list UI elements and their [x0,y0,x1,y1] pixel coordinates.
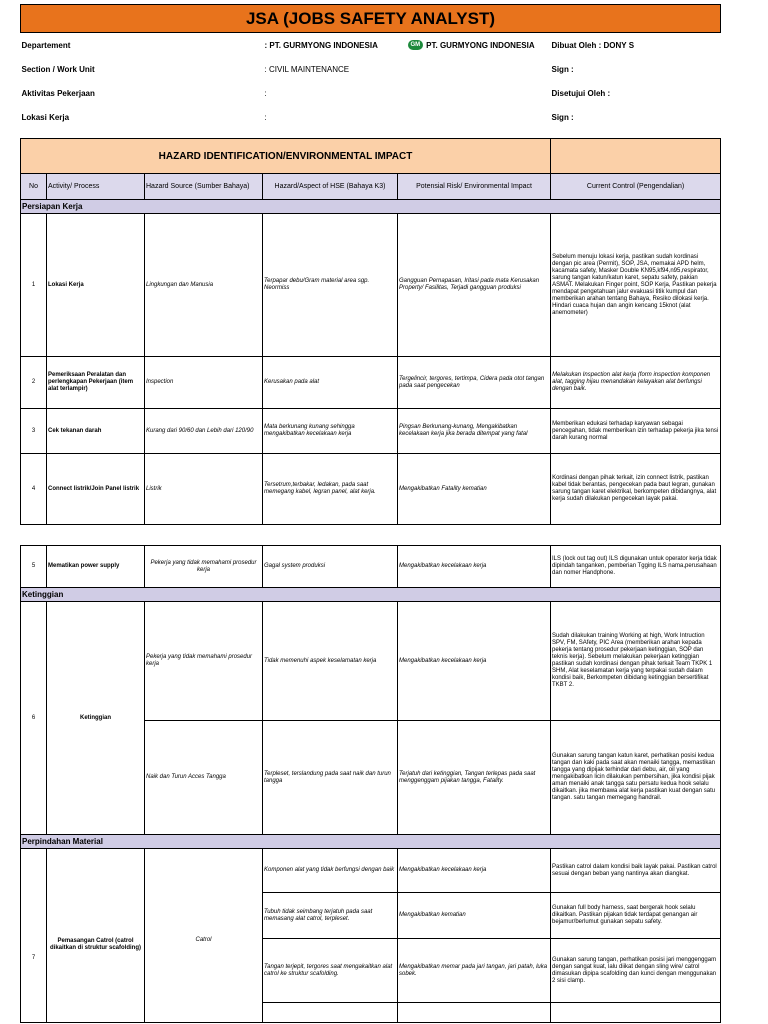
table-row: 5 Mematikan power supply Pekerja yang tidak memahami prosedur kerja Gagal system produksi Mengakibatkan kecelakaan kerja ILS (lock out tag out) ILS digunakan untuk operator kerja tidak dipindah tanganken, pemberian Tgging ILS nama,perusahaan dan nomer Handphone. [21,546,721,588]
col-current-control: Current Control (Pengendalian) [551,174,721,200]
activity-value: : [264,88,267,98]
header-table [20,4,721,129]
table-row: Naik dan Turun Acces Tangga Terpleset, terslandung pada saat naik dan turun tangga Terjatuh dari ketinggian, Tangan terlepas pada saat menggenggam pijakan tangga, Fatality. Gunakan sarung tangan katun karet, perhatikan posisi kedua tangan dan kaki pada saat akan menaiki tangga, memastikan tangga yang dipijak terhindar dari debu, air, oil yang mengakibatkan licin dilakukan pembersihan, jika kondisi pijak aman menaiki anak tangga satu persatu kedua hook selalu dikaitkan. jika membawa alat kerja pastikan kuat dengan satu tangan. satu tangan memegang handrail. [21,721,721,835]
hazard-table-part-1 [20,138,721,525]
table-row: Tangan terjepit, tergores saat mengakaitkan alat catrol ke struktur scafolding. Mengakibatkan memar pada jari tangan, jari patah, luka sobek. Gunakan sarung tangan, perhatikan posisi jari menggenggam dengan sangat kuat, lalu diikat dengan sling wire/ catrol dimasukan dipipa scafolding dan kunci dengan menggunakan 2 sisi clamp. [21,939,721,1003]
activity-label: Aktivitas Pekerjaan [21,88,95,98]
company-logo [407,33,551,58]
col-no: No [21,174,47,200]
department-label: Departement [21,40,71,50]
table-row: 6 Ketinggian Pekerja yang tidak memahami prosedur kerja Tidak memenuhi aspek keselamatan kerja Mengakibatkan kecelakaan kerja Sudah dilakukan training Working at high, Work Intruction SPV, FM, SAfety, PIC Area (memberikan arahan kepada pekerja tentang prosedur pekerjaan ketinggian, SOP dan teknis kerja). Sebelum melakukan pekerjaan ketinggian pastikan sudah kordinasi dengan pihak terkait Team TKPK 1 SHM, Alat keselamatan kerja yang terpakai sudah dalam kondisi baik, Berkompeten dibidang ketinggian bersertifikat TKBT 2. [21,602,721,721]
section-value: : CIVIL MAINTENANCE [264,64,350,74]
table-row: 1 Lokasi Kerja Lingkungan dan Manusia Terpapar debu/Gram material area sgp. Neormiss Gangguan Pernapasan, Iritasi pada mata Kerusakan Property/ Fasilitas, Terjadi gangguan produksi Sebelum menuju lokasi kerja, pastikan sudah kordinasi dengan pic area (Permit), SOP, JSA, memakai APD helm, kacamata safety, Masker Double KN95,kf94,n95,respirator, sarung tangan katun/katun karet, sepatu safety, pakian ASMAT. Melakukan Finger point, SOP Kerja, Pastikan pekerja mendapat pengetahuan jalur evakuasi titik kumpul dan memberikan arahan tentang Bahaya, Resiko dilokasi kerja. Hindari cuaca hujan dan angin kencang 15knot (alat anemometer) [21,214,721,357]
logo-text: PT. GURMYONG INDONESIA [426,40,535,50]
section-perpindahan-material: Perpindahan Material [21,835,721,849]
col-potential-risk: Potensial Risk/ Environmental Impact [398,174,551,200]
made-by: Dibuat Oleh : DONY S [551,40,635,50]
sign-field-2: Sign : [551,112,574,122]
hazard-table-part-2 [20,545,721,1023]
col-hazard-source: Hazard Source (Sumber Bahaya) [145,174,263,200]
gm-logo-icon: GM [408,40,424,50]
document-title: JSA (JOBS SAFETY ANALYST) [21,5,721,33]
table-row: 2 Pemeriksaan Peralatan dan perlengkapan Pekerjaan (item alat terlampir) Inspection Kerusakan pada alat Tergelincir, tergores, tertimpa, Cidera pada otot tangan pada saat pengecekan Melakukan Inspection alat kerja (form inspection komponen alat, tagging hijau menandakan kelayakan alat berfungsi dengan baik. [21,357,721,409]
location-value: : [264,112,267,122]
hazard-identification-header: HAZARD IDENTIFICATION/ENVIRONMENTAL IMPACT [21,139,551,174]
department-value: : PT. GURMYONG INDONESIA [264,40,378,50]
sign-field-1: Sign : [551,64,574,74]
table-row: 3 Cek tekanan darah Kurang dari 90/60 dan Lebih dari 120/90 Mata berkunang kunang sehingga mengakibatkan kecelakaan kerja Pingsan Berkunang-kunang, Mengakibatkan kecelakaan kerja jika berada ditempat yang fatal Memberikan edukasi terhadap karyawan sebagai pencegahan, tidak memberikan izin terhadap pekerja jika tensi darah kurang normal [21,409,721,454]
column-header-row [21,174,721,200]
table-row: 7 Pemasangan Catrol (catrol dikaitkan di struktur scafolding) Catrol Komponen alat yang tidak berfungsi dengan baik Mengakibatkan kecelakaan kerja Pastikan catrol dalam kondisi baik layak pakai. Pastikan catrol sesuai dengan beban yang nantinya akan diangkat. [21,849,721,893]
section-ketinggian: Ketinggian [21,588,721,602]
col-hazard-aspect: Hazard/Aspect of HSE (Bahaya K3) [263,174,398,200]
section-persiapan-kerja: Persiapan Kerja [21,200,721,214]
table-row: 4 Connect listrik/Join Panel listrik Listrik Tersetrum,terbakar, ledakan, pada saat memegang kabel, legran panel, alat kerja. Mengakibatkan Fatality kematian Kordinasi dengan pihak terkait, izin connect listrik, pastikan kabel tidak berantas, pengecekan pada baut legran, gunakan sarung tangan karet elektrikal, berkompeten dibidangnya, alat kerja sudah dilakukan pengecekan layak pakai. [21,454,721,525]
location-label: Lokasi Kerja [21,112,70,122]
table-row: Tubuh tidak seimbang terjatuh pada saat memasang alat catrol, terpleset. Mengakibatkan kematian Gunakan full body harness, saat bergerak hook selalu dikaitkan. Pastikan pijakan tidak terdapat genangan air bejamur/berlumut gunakan sepatu safety. [21,893,721,939]
section-label: Section / Work Unit [21,64,95,74]
col-activity: Activity/ Process [47,174,145,200]
approved-by: Disetujui Oleh : [551,88,611,98]
